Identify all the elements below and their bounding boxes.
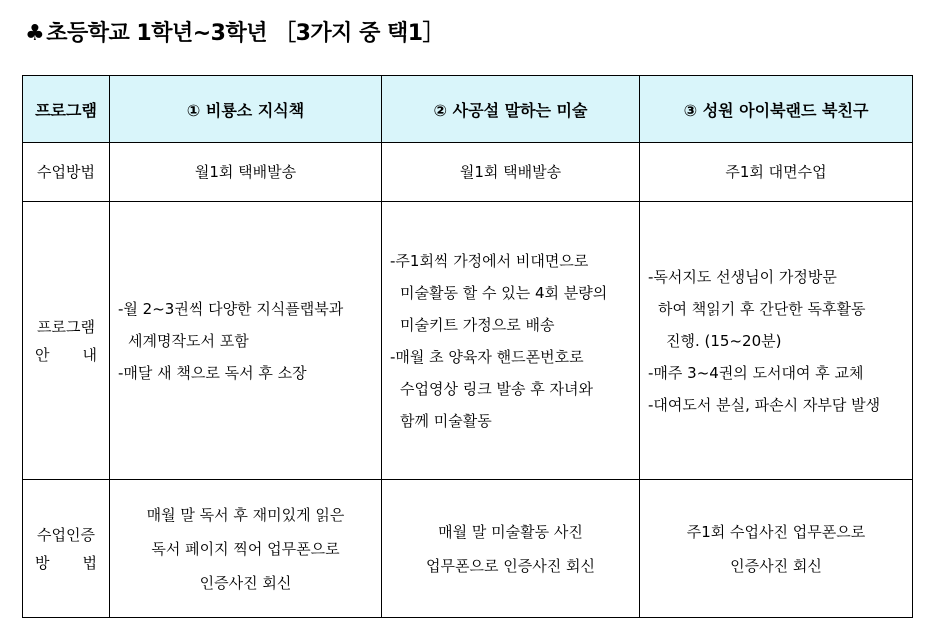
header-program-3: ③ 성원 아이북랜드 북친구	[640, 76, 913, 143]
guide-label-line1: 프로그램	[37, 317, 95, 336]
cert-p1-line: 매월 말 독서 후 재미있게 읽은	[146, 505, 345, 524]
cert-label-line2	[35, 549, 97, 577]
method-label: 수업방법	[23, 143, 110, 202]
cert-program-2	[382, 480, 640, 618]
guide-program-2	[382, 202, 640, 480]
guide-row	[23, 202, 913, 480]
guide-program-1	[110, 202, 382, 480]
cert-program-3	[640, 480, 913, 618]
method-program-1: 월1회 택배발송	[110, 143, 382, 202]
guide-p3-line: 진행. (15~20분)	[666, 331, 782, 350]
cert-label-char-2: 법	[82, 553, 97, 572]
guide-p2-line: 미술키트 가정으로 배송	[400, 315, 555, 334]
cert-label-line1: 수업인증	[37, 525, 95, 544]
guide-p3-line: -매주 3~4권의 도서대여 후 교체	[648, 363, 864, 382]
cert-label	[23, 480, 110, 618]
guide-program-3	[640, 202, 913, 480]
club-suit-icon: ♣	[25, 21, 45, 46]
header-program-2: ② 사공설 말하는 미술	[382, 76, 640, 143]
cert-p1-line: 독서 페이지 찍어 업무폰으로	[151, 539, 340, 558]
cert-p3-line: 주1회 수업사진 업무폰으로	[686, 522, 866, 541]
header-label: 프로그램	[23, 76, 110, 143]
guide-p2-line: 함께 미술활동	[400, 411, 492, 430]
cert-program-1	[110, 480, 382, 618]
header-program-1: ① 비룡소 지식책	[110, 76, 382, 143]
cert-row	[23, 480, 913, 618]
method-program-2: 월1회 택배발송	[382, 143, 640, 202]
cert-p1-line: 인증사진 회신	[199, 573, 292, 592]
method-row	[23, 143, 913, 202]
cert-p3-line: 인증사진 회신	[730, 556, 822, 575]
program-table	[22, 75, 913, 618]
guide-p3-line: -대여도서 분실, 파손시 자부담 발생	[648, 395, 881, 414]
guide-label-char-2: 내	[82, 345, 97, 364]
page-title	[25, 16, 444, 47]
guide-label-line2	[35, 341, 97, 369]
guide-p1-line: 세계명작도서 포함	[128, 331, 249, 350]
guide-p2-line: 미술활동 할 수 있는 4회 분량의	[400, 283, 608, 302]
guide-p1-line: -매달 새 책으로 독서 후 소장	[118, 363, 307, 382]
page-title-text: 초등학교 1학년~3학년 ［3가지 중 택1］	[46, 21, 445, 46]
guide-p2-line: -주1회씩 가정에서 비대면으로	[390, 251, 589, 270]
guide-p2-line: 수업영상 링크 발송 후 자녀와	[400, 379, 593, 398]
guide-label	[23, 202, 110, 480]
cert-p2-line: 매월 말 미술활동 사진	[438, 522, 583, 541]
guide-p2-line: -매월 초 양육자 핸드폰번호로	[390, 347, 584, 366]
method-program-3: 주1회 대면수업	[640, 143, 913, 202]
cert-label-char-1: 방	[35, 553, 50, 572]
guide-label-char-1: 안	[35, 345, 50, 364]
header-row	[23, 76, 913, 143]
guide-p3-line: -독서지도 선생님이 가정방문	[648, 267, 837, 286]
guide-p3-line: 하여 책읽기 후 간단한 독후활동	[658, 299, 866, 318]
guide-p1-line: -월 2~3권씩 다양한 지식플랩북과	[118, 299, 344, 318]
cert-p2-line: 업무폰으로 인증사진 회신	[426, 556, 595, 575]
